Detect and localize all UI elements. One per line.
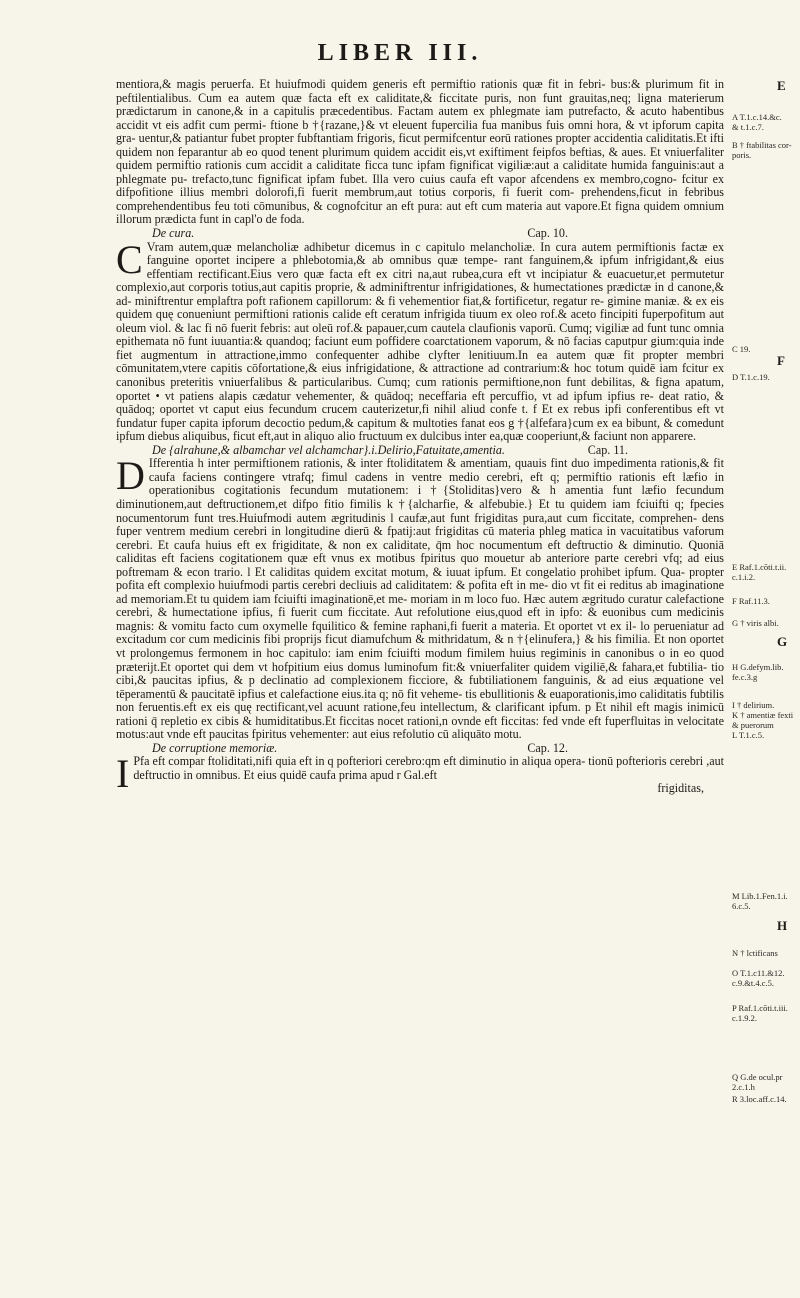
margin-note-d: D T.1.c.19. bbox=[732, 372, 770, 382]
margin-note-b2: poris. bbox=[732, 150, 752, 160]
margin-note-n: N † lctificans bbox=[732, 948, 778, 958]
margin-note-k: K † amentiæ fexti bbox=[732, 710, 794, 720]
paragraph-2 bbox=[116, 236, 724, 444]
page-header: LIBER III. bbox=[317, 40, 483, 66]
margin-note-g: G † viris albi. bbox=[732, 618, 779, 628]
margin-note-a2: & t.1.c.7. bbox=[732, 122, 764, 132]
margin-note-p: P Raf.1.cōti.t.iii. bbox=[732, 1003, 788, 1013]
paragraph-1: mentiora,& magis peruerfa. Et huiufmodi quidem generis eft permiftio rationis quæ fit in febri- bus:& plurimum fit in peftilentialibus. Cum ea autem quæ facta eft ex caliditate,& ficcitate puris, non funt grauitas,neq; ligna materierum prædictarum in canone,& in a capitulis præcedentibus. Factam autem ex phlegmate iam putrefacto, & acuto habentibus accidit vt eis adfit cum permi- ftione b †{razane,}& vt eleuent fupercilia fua manibus fuis omni hora, & vt ipforum capita gra- uentur,& patiantur fubet propter fubftantiam frigoris, ficut permifcentur eorū rationes propter accidentia caliditatis.Et ifti quidem non feparantur ab eo quod tenent plurimum quidem accidit eis,vt exiftiment feipfos beftias, & aues. Et vniuerfaliter quidem permiftio rationis cum accidit a caliditate ficca tunc ipfam fignificat vigiliæ:aut a caliditate humida fanguinis:aut a phlegmate pu- trefacto,tunc fignificat ipfam fubet. Illa vero cuius caufa eft vapor afcendens ex membro,cogno- fcitur ex difpofitione illius membri dolorofi,fi fuerit membrum,aut totius corporis, fi fuerit com- prehendens,ficut in febribus comprehendentibus feu toti cōmunibus, & cognofcitur an eft pura: aut eft cum materia aut vapore.Et figna quidem omnium illorum prædicta funt in capl'o de foda. bbox=[116, 77, 724, 227]
drop-cap-d: D bbox=[116, 453, 145, 499]
margin-note-h: H G.defym.lib. bbox=[732, 662, 784, 672]
margin-note-l: L T.1.c.5. bbox=[732, 730, 765, 740]
margin-note-i: I † delirium. bbox=[732, 700, 775, 710]
margin-note-m2: 6.c.5. bbox=[732, 901, 751, 911]
margin-note-h2: fe.c.3.g bbox=[732, 672, 758, 682]
margin-note-q: Q G.de ocul.pr bbox=[732, 1072, 783, 1082]
paragraph-2-text: Vram autem,quæ melancholiæ adhibetur dicemus in c capitulo melancholiæ. In cura autem permiftionis factæ ex fanguine oportet incipere a phlebotomia,& ab omnibus quæ tempe- rant fanguinem,& ipfum infrigidant,& eius effentiam rectificant.Eius vero quæ facta eft ex citri na,aut rubea,cura eft vt incipiatur & euacuetur,et permutetur complexio,aut corporis totius,aut capitis proprie, & adminiftrentur infrigidationes, & humectationes prædictæ in d canone,& ad- miniftrentur emplaftra poft rafionem capillorum: & fi vehementior fiat,& fortificetur, regatur re- gimine maniæ. & ex eis quidem quę conueniunt permiftioni rationis calide eft ceratum infrigida tiuum ex oleo rof.& aceto fincipiti fuperpofitum aut oleum viol. & lac fi nō fuerit febris: aut oleū rof.& papauer,cum cautela claufionis vaporū. Cumq; vigiliæ ad funt tunc omnia epithemata nō funt iuuantia:& quandoq; faciunt eum poffidere coarctationem vaporum, & nō facias caputpur gium:quia inde fiet augmentum in attractione,immo confequenter adhibe clyfter lenitiuum.In ea autem quæ fit propter membri cōmunitatem,vtere capitis cōfortatione,& eius infrigidatione, & attractione ad contrarium:& hoc totum quidē iam fcitur ex canonibus preteritis vniuerfalibus & particularibus. Cumq; cum rationis permiftione,non funt debilitas, & figna apatum, oportet • vt patiens alapis cædatur vehementer, & quādoq; neceffaria eft percuffio, vt ad ipfum ipfius re- deat ratio, & quādoq; oportet vt caput eius fecundum crucem cauterizetur,fi nihil aliud confe t. f Et ex rebus ipfi conferentibus eft vt fundatur fuper capita ipforum decoctio pedum,& capitum & multoties fanat eos g †{alfefara}cum ex ea bibunt, & comedunt ipfum diebus aliquibus, ficut eft,aut in aliquo alio fructuum ex dulcibus inter ea,quæ cooperiunt,& faciunt non apparere. bbox=[116, 239, 724, 444]
margin-note-a: A T.1.c.14.&c. bbox=[732, 112, 782, 122]
margin-note-r: R 3.loc.aff.c.14. bbox=[732, 1094, 787, 1104]
drop-cap-i: I bbox=[116, 751, 130, 797]
margin-note-o2: c.9.&t.4.c.5. bbox=[732, 978, 775, 988]
margin-note-f: F Raf.11.3. bbox=[732, 596, 770, 606]
margin-note-m: M Lib.1.Fen.1.i. bbox=[732, 891, 788, 901]
margin-note-b: B † ftabilitas cor- bbox=[732, 140, 792, 150]
catchword-line: frigiditas, bbox=[657, 781, 704, 796]
signature-letter-g: G bbox=[777, 634, 788, 649]
signature-letter-f: F bbox=[777, 353, 785, 368]
chapter-number: Cap. 10. bbox=[527, 226, 568, 241]
signature-letter-e: E bbox=[777, 78, 786, 93]
section-title: De corruptione memoriæ. bbox=[152, 740, 278, 755]
section-title: De {alrahune,& albamchar vel alchamchar}.i.Delirio,Fatuitate,amentia. bbox=[152, 442, 505, 457]
margin-note-q2: 2.c.1.h bbox=[732, 1082, 755, 1092]
margin-note-e2: c.1.i.2. bbox=[732, 572, 756, 582]
margin-note-c: C 19. bbox=[732, 344, 751, 354]
margin-note-k2: & puerorum bbox=[732, 720, 774, 730]
signature-letter-h: H bbox=[777, 918, 788, 933]
drop-cap-c: C bbox=[116, 236, 143, 282]
margin-note-o: O T.1.c11.&12. bbox=[732, 968, 785, 978]
chapter-number: Cap. 12. bbox=[527, 740, 568, 755]
chapter-number: Cap. 11. bbox=[587, 442, 628, 457]
margin-note-p2: c.1.9.2. bbox=[732, 1013, 758, 1023]
section-heading-cura bbox=[116, 227, 724, 241]
paragraph-4-text: Pfa eft compar ftoliditati,nifi quia eft in q pofteriori cerebro:qm eft diminutio in aliqua opera- tionū pofterioris cerebri ,aut deftructio in omnibus. Et eius quidē caufa prima apud r Gal.eft bbox=[133, 754, 724, 782]
paragraph-3 bbox=[116, 453, 724, 742]
section-title: De cura. bbox=[152, 226, 195, 241]
margin-note-e: E Raf.1.cōti.t.ii. bbox=[732, 562, 787, 572]
main-text bbox=[116, 78, 724, 796]
paragraph-3-text: Ifferentia h inter permiftionem rationis, & inter ftoliditatem & amentiam, quauis fint duo impedimenta rationis,& fit caufa faciens contingere vtrafq; fimul cadens in ventre medio cerebri, eft q; permiftio rationis eft læfio in operationibus cogitationis fecundum mutationem: i †{Stoliditas}vero & h amentia funt læfio fecundum diminutionem,aut deftructionem,et difpo fitio fimilis k †{alcharfie, & alfebubie.} Et tu quidem iam fciuifti q; fpecies nocumentorum funt tres.Huiufmodi autem ægritudinis l caufæ,aut funt frigiditas pura,aut cum ficcitate, comprehen- dens fuper ventrem medium cerebri in longitudine dierū & fpatij:aut frigiditas cū materia phleg matica in vacuitatibus vaforum cerebri. Et caufa huius eft ex frigiditate, & non ex caliditate, q̄m hoc nocumentum eft deftructio & diminutio. Quoniā caliditas eft faciens cogitationem quæ eft vnus ex motibus fpiritus quo mouetur ab anteriore parte cerebri vfq; ad eius poftremam & econ trario. l Et caliditas quidem excitat motum, & iuuat ipfum. Et congelatio prohibet ipfum. Qua- propter pofita eft complexio huiufmodi partis cerebri decliuis ad caliditatem: & pofita eft in me- dio vt fit ei reditus ab imaginatione ad memoriam.Et tu quidem iam fciuifti imaginationē,et me- moriam in m loco fuo. Hæc autem ægritudo curatur calefactione cerebri, & humectatione ipfius, fi fuerit cum ficcitate. Aut refolutione eius,quod eft in ipfo: & euonibus cum medicinis magnis: & vomitu facto cum oxymelle fquilitico & femine raphani,fi fuerit a materia. Et oportet vt ex il- lo perueniatur ad excitadum cor cum medicinis fibi proprijs ficut diamufchum & mithridatum, & n †{elinufera,} & his fimilia. Et non oportet vt prolongemus fermonem in hoc capitulo: iam enim fciuifti modum fimilem huius regiminis in canonibus o in eo quod præterijt.Et oportet qui dem vt hofpitium eius domus luminofum fit:& vniuerfaliter quidem vigiliē,& fahara,et fubtilia- tio cibi,& paucitas ipfius, & p declinatio ad complexionem ficciore, & fubtiliationem fanguinis, & ad eius æquatione vel tēperamentū & paucitatē ipfius et calefactione eius.ita q; nō fit veheme- tis ebullitionis & euaporationis,imo caliditatis fubtilis non feruentis.eft ex eis quę rectificant,vel acuunt ratione,feu intellectum, & clarificant ipfum. p Et nihil eft magis inimicū rationi q̄ repletio ex cibis & humiditatibus.Et ficcitas nocet rationi,n ovnde eft ficcitas: fed vnde eft fuperfluitas in velocitate motus:aut vnde eft paucitas fpiritus vehementer: aut eius refolutio cū aliquāto motu. bbox=[116, 456, 724, 742]
